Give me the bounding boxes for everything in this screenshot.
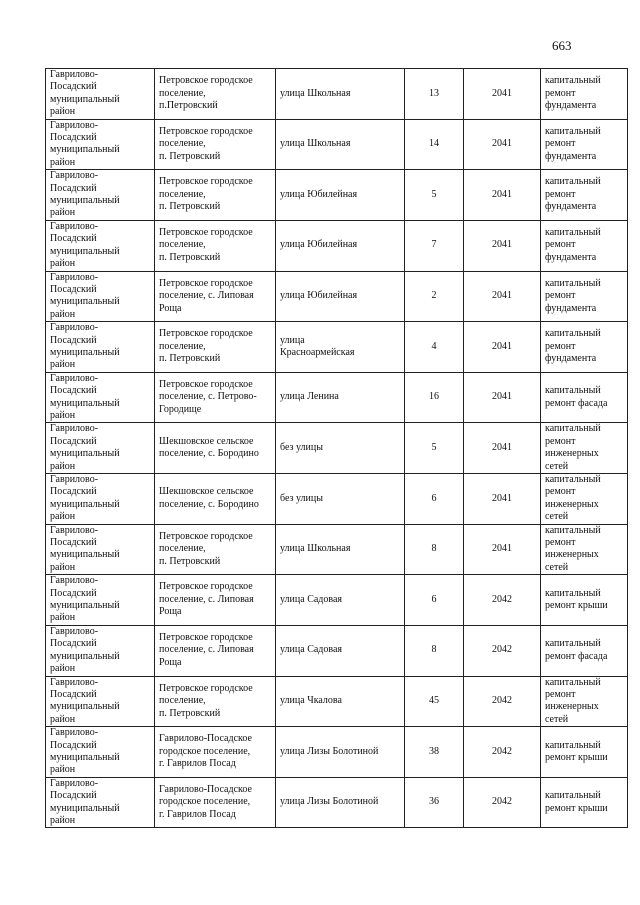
table-row xyxy=(46,220,628,271)
year-text: 2041 xyxy=(492,188,512,200)
settlement-text: Петровское городское поселение, п. Петровский xyxy=(159,682,253,719)
work-type-cell xyxy=(541,474,628,525)
house-number-cell xyxy=(405,322,464,373)
work-type-cell xyxy=(541,322,628,373)
settlement-cell xyxy=(155,777,276,828)
work-type-cell xyxy=(541,372,628,423)
house-number-text: 38 xyxy=(429,745,439,757)
year-text: 2042 xyxy=(492,644,512,656)
house-number-text: 8 xyxy=(431,543,437,555)
year-cell xyxy=(464,727,541,778)
street-cell xyxy=(276,625,405,676)
street-text: улица Лизы Болотиной xyxy=(280,745,379,757)
settlement-cell xyxy=(155,575,276,626)
work-type-text: капитальный ремонт фундамента xyxy=(545,277,601,314)
settlement-text: Петровское городское поселение, п. Петровский xyxy=(159,125,253,162)
settlement-text: Петровское городское поселение, п. Петровский xyxy=(159,530,253,567)
work-type-cell xyxy=(541,220,628,271)
housing-repair-table xyxy=(45,68,628,828)
district-text: Гаврилово- Посадский муниципальный район xyxy=(50,170,120,219)
district-cell xyxy=(46,322,155,373)
house-number-cell xyxy=(405,372,464,423)
year-text: 2041 xyxy=(492,441,512,453)
settlement-cell xyxy=(155,474,276,525)
street-text: улица Садовая xyxy=(280,593,343,605)
year-cell xyxy=(464,777,541,828)
year-cell xyxy=(464,625,541,676)
district-text: Гаврилово- Посадский муниципальный район xyxy=(50,69,120,118)
work-type-text: капитальный ремонт инженерных сетей xyxy=(545,676,601,725)
work-type-cell xyxy=(541,676,628,727)
settlement-cell xyxy=(155,372,276,423)
year-cell xyxy=(464,170,541,221)
year-text: 2041 xyxy=(492,340,512,352)
district-text: Гаврилово- Посадский муниципальный район xyxy=(50,271,120,320)
table-row xyxy=(46,322,628,373)
district-text: Гаврилово- Посадский муниципальный район xyxy=(50,625,120,675)
house-number-text: 36 xyxy=(429,796,439,808)
district-cell xyxy=(46,676,155,727)
district-cell xyxy=(46,271,155,322)
settlement-cell xyxy=(155,69,276,120)
street-text: улица Чкалова xyxy=(280,695,342,707)
year-text: 2041 xyxy=(492,239,512,251)
work-type-text: капитальный ремонт фундамента xyxy=(545,328,601,365)
year-text: 2041 xyxy=(492,391,512,403)
table-row xyxy=(46,170,628,221)
house-number-text: 6 xyxy=(431,593,437,605)
work-type-text: капитальный ремонт фундамента xyxy=(545,227,601,263)
work-type-cell xyxy=(541,170,628,221)
work-type-text: капитальный ремонт фасада xyxy=(545,385,608,409)
house-number-text: 5 xyxy=(431,441,437,453)
house-number-text: 16 xyxy=(429,391,439,403)
settlement-text: Петровское городское поселение, с. Липовая Роща xyxy=(159,632,254,668)
year-cell xyxy=(464,322,541,373)
year-cell xyxy=(464,220,541,271)
settlement-cell xyxy=(155,625,276,676)
house-number-cell xyxy=(405,220,464,271)
house-number-cell xyxy=(405,676,464,727)
district-text: Гаврилово- Посадский муниципальный район xyxy=(50,524,120,573)
street-text: улица Школьная xyxy=(280,138,351,150)
settlement-cell xyxy=(155,676,276,727)
table-row xyxy=(46,119,628,170)
house-number-cell xyxy=(405,271,464,322)
house-number-text: 13 xyxy=(429,87,439,99)
year-cell xyxy=(464,676,541,727)
street-text: улица Лизы Болотиной xyxy=(280,796,379,808)
year-text: 2042 xyxy=(492,796,512,808)
district-text: Гаврилово- Посадский муниципальный район xyxy=(50,575,120,624)
house-number-text: 7 xyxy=(431,239,437,251)
district-text: Гаврилово- Посадский муниципальный район xyxy=(50,220,120,270)
work-type-cell xyxy=(541,625,628,676)
work-type-text: капитальный ремонт инженерных сетей xyxy=(545,423,601,472)
district-cell xyxy=(46,69,155,120)
district-text: Гаврилово- Посадский муниципальный район xyxy=(50,119,120,168)
street-text: улица Школьная xyxy=(280,543,351,555)
street-text: без улицы xyxy=(280,441,323,453)
house-number-cell xyxy=(405,119,464,170)
work-type-cell xyxy=(541,777,628,828)
street-text: улица Ленина xyxy=(280,391,339,403)
table-row xyxy=(46,524,628,575)
district-cell xyxy=(46,727,155,778)
work-type-cell xyxy=(541,271,628,322)
year-cell xyxy=(464,69,541,120)
year-text: 2041 xyxy=(492,290,512,302)
year-cell xyxy=(464,524,541,575)
work-type-text: капитальный ремонт инженерных сетей xyxy=(545,474,601,523)
district-text: Гаврилово- Посадский муниципальный район xyxy=(50,676,120,725)
settlement-text: Петровское городское поселение, п. Петровский xyxy=(159,176,253,213)
work-type-text: капитальный ремонт фундамента xyxy=(545,75,601,112)
page-number: 663 xyxy=(552,38,572,53)
district-text: Гаврилово- Посадский муниципальный район xyxy=(50,322,120,371)
street-text: улица Юбилейная xyxy=(280,188,358,200)
street-text: улица Юбилейная xyxy=(280,239,358,251)
street-cell xyxy=(276,271,405,322)
year-cell xyxy=(464,271,541,322)
table-row xyxy=(46,474,628,525)
street-cell xyxy=(276,119,405,170)
district-cell xyxy=(46,119,155,170)
table-row xyxy=(46,271,628,322)
district-cell xyxy=(46,372,155,423)
house-number-text: 45 xyxy=(429,695,439,707)
street-text: улица Юбилейная xyxy=(280,290,358,302)
house-number-text: 5 xyxy=(431,188,437,200)
house-number-cell xyxy=(405,423,464,474)
house-number-cell xyxy=(405,727,464,778)
district-cell xyxy=(46,170,155,221)
work-type-text: капитальный ремонт крыши xyxy=(545,587,608,612)
district-text: Гаврилово- Посадский муниципальный район xyxy=(50,727,120,776)
district-cell xyxy=(46,777,155,828)
year-text: 2041 xyxy=(492,87,512,99)
year-text: 2041 xyxy=(492,138,512,150)
house-number-cell xyxy=(405,69,464,120)
street-cell xyxy=(276,423,405,474)
table-row xyxy=(46,575,628,626)
settlement-cell xyxy=(155,524,276,575)
house-number-cell xyxy=(405,474,464,525)
house-number-cell xyxy=(405,777,464,828)
settlement-cell xyxy=(155,119,276,170)
street-cell xyxy=(276,322,405,373)
table-row xyxy=(46,625,628,676)
table-row xyxy=(46,372,628,423)
street-cell xyxy=(276,474,405,525)
house-number-text: 6 xyxy=(431,492,437,504)
work-type-text: капитальный ремонт фундамента xyxy=(545,176,601,213)
work-type-cell xyxy=(541,119,628,170)
work-type-cell xyxy=(541,524,628,575)
table-row xyxy=(46,777,628,828)
house-number-cell xyxy=(405,170,464,221)
settlement-text: Шекшовское сельское поселение, с. Бородино xyxy=(159,435,259,460)
table-body xyxy=(46,69,628,828)
house-number-cell xyxy=(405,625,464,676)
table-row xyxy=(46,727,628,778)
table-row xyxy=(46,69,628,120)
table-row xyxy=(46,676,628,727)
settlement-cell xyxy=(155,423,276,474)
work-type-text: капитальный ремонт фундамента xyxy=(545,125,601,162)
year-text: 2042 xyxy=(492,593,512,605)
year-text: 2041 xyxy=(492,543,512,555)
settlement-text: Петровское городское поселение, с. Липовая Роща xyxy=(159,277,254,314)
settlement-cell xyxy=(155,727,276,778)
district-text: Гаврилово- Посадский муниципальный район xyxy=(50,423,120,472)
street-cell xyxy=(276,372,405,423)
settlement-text: Петровское городское поселение, с. Липовая Роща xyxy=(159,581,254,618)
work-type-text: капитальный ремонт крыши xyxy=(545,739,608,763)
house-number-cell xyxy=(405,524,464,575)
street-cell xyxy=(276,69,405,120)
settlement-cell xyxy=(155,322,276,373)
district-cell xyxy=(46,524,155,575)
work-type-text: капитальный ремонт инженерных сетей xyxy=(545,524,601,573)
year-cell xyxy=(464,423,541,474)
settlement-text: Петровское городское поселение, п. Петровский xyxy=(159,328,253,365)
work-type-text: капитальный ремонт фасада xyxy=(545,638,608,662)
street-cell xyxy=(276,524,405,575)
settlement-cell xyxy=(155,271,276,322)
settlement-text: Гаврилово-Посадское городское поселение, г. Гаврилов Посад xyxy=(159,733,252,770)
house-number-text: 8 xyxy=(431,644,437,656)
settlement-text: Петровское городское поселение, с. Петрово- Городище xyxy=(159,378,257,415)
table-row xyxy=(46,423,628,474)
settlement-text: Петровское городское поселение, п. Петровский xyxy=(159,227,253,263)
street-cell xyxy=(276,220,405,271)
district-cell xyxy=(46,220,155,271)
house-number-text: 4 xyxy=(431,340,437,352)
street-cell xyxy=(276,170,405,221)
district-text: Гаврилово- Посадский муниципальный район xyxy=(50,372,120,421)
house-number-cell xyxy=(405,575,464,626)
street-cell xyxy=(276,575,405,626)
district-text: Гаврилово- Посадский муниципальный район xyxy=(50,474,120,523)
street-text: улица Школьная xyxy=(280,87,351,99)
work-type-cell xyxy=(541,69,628,120)
street-cell xyxy=(276,777,405,828)
street-text: улица Красноармейская xyxy=(280,334,355,358)
year-cell xyxy=(464,119,541,170)
work-type-cell xyxy=(541,575,628,626)
district-text: Гаврилово- Посадский муниципальный район xyxy=(50,777,120,826)
year-text: 2042 xyxy=(492,745,512,757)
street-text: улица Садовая xyxy=(280,644,343,656)
district-cell xyxy=(46,575,155,626)
settlement-text: Петровское городское поселение, п.Петровский xyxy=(159,75,253,112)
house-number-text: 2 xyxy=(431,290,437,302)
work-type-cell xyxy=(541,423,628,474)
district-cell xyxy=(46,423,155,474)
house-number-text: 14 xyxy=(429,138,439,150)
year-cell xyxy=(464,474,541,525)
year-cell xyxy=(464,372,541,423)
year-text: 2042 xyxy=(492,695,512,707)
street-cell xyxy=(276,676,405,727)
settlement-cell xyxy=(155,170,276,221)
work-type-cell xyxy=(541,727,628,778)
settlement-text: Гаврилово-Посадское городское поселение, г. Гаврилов Посад xyxy=(159,783,252,820)
settlement-cell xyxy=(155,220,276,271)
year-cell xyxy=(464,575,541,626)
year-text: 2041 xyxy=(492,492,512,504)
settlement-text: Шекшовское сельское поселение, с. Бородино xyxy=(159,486,259,510)
street-text: без улицы xyxy=(280,492,323,504)
street-cell xyxy=(276,727,405,778)
district-cell xyxy=(46,474,155,525)
district-cell xyxy=(46,625,155,676)
work-type-text: капитальный ремонт крыши xyxy=(545,790,608,814)
